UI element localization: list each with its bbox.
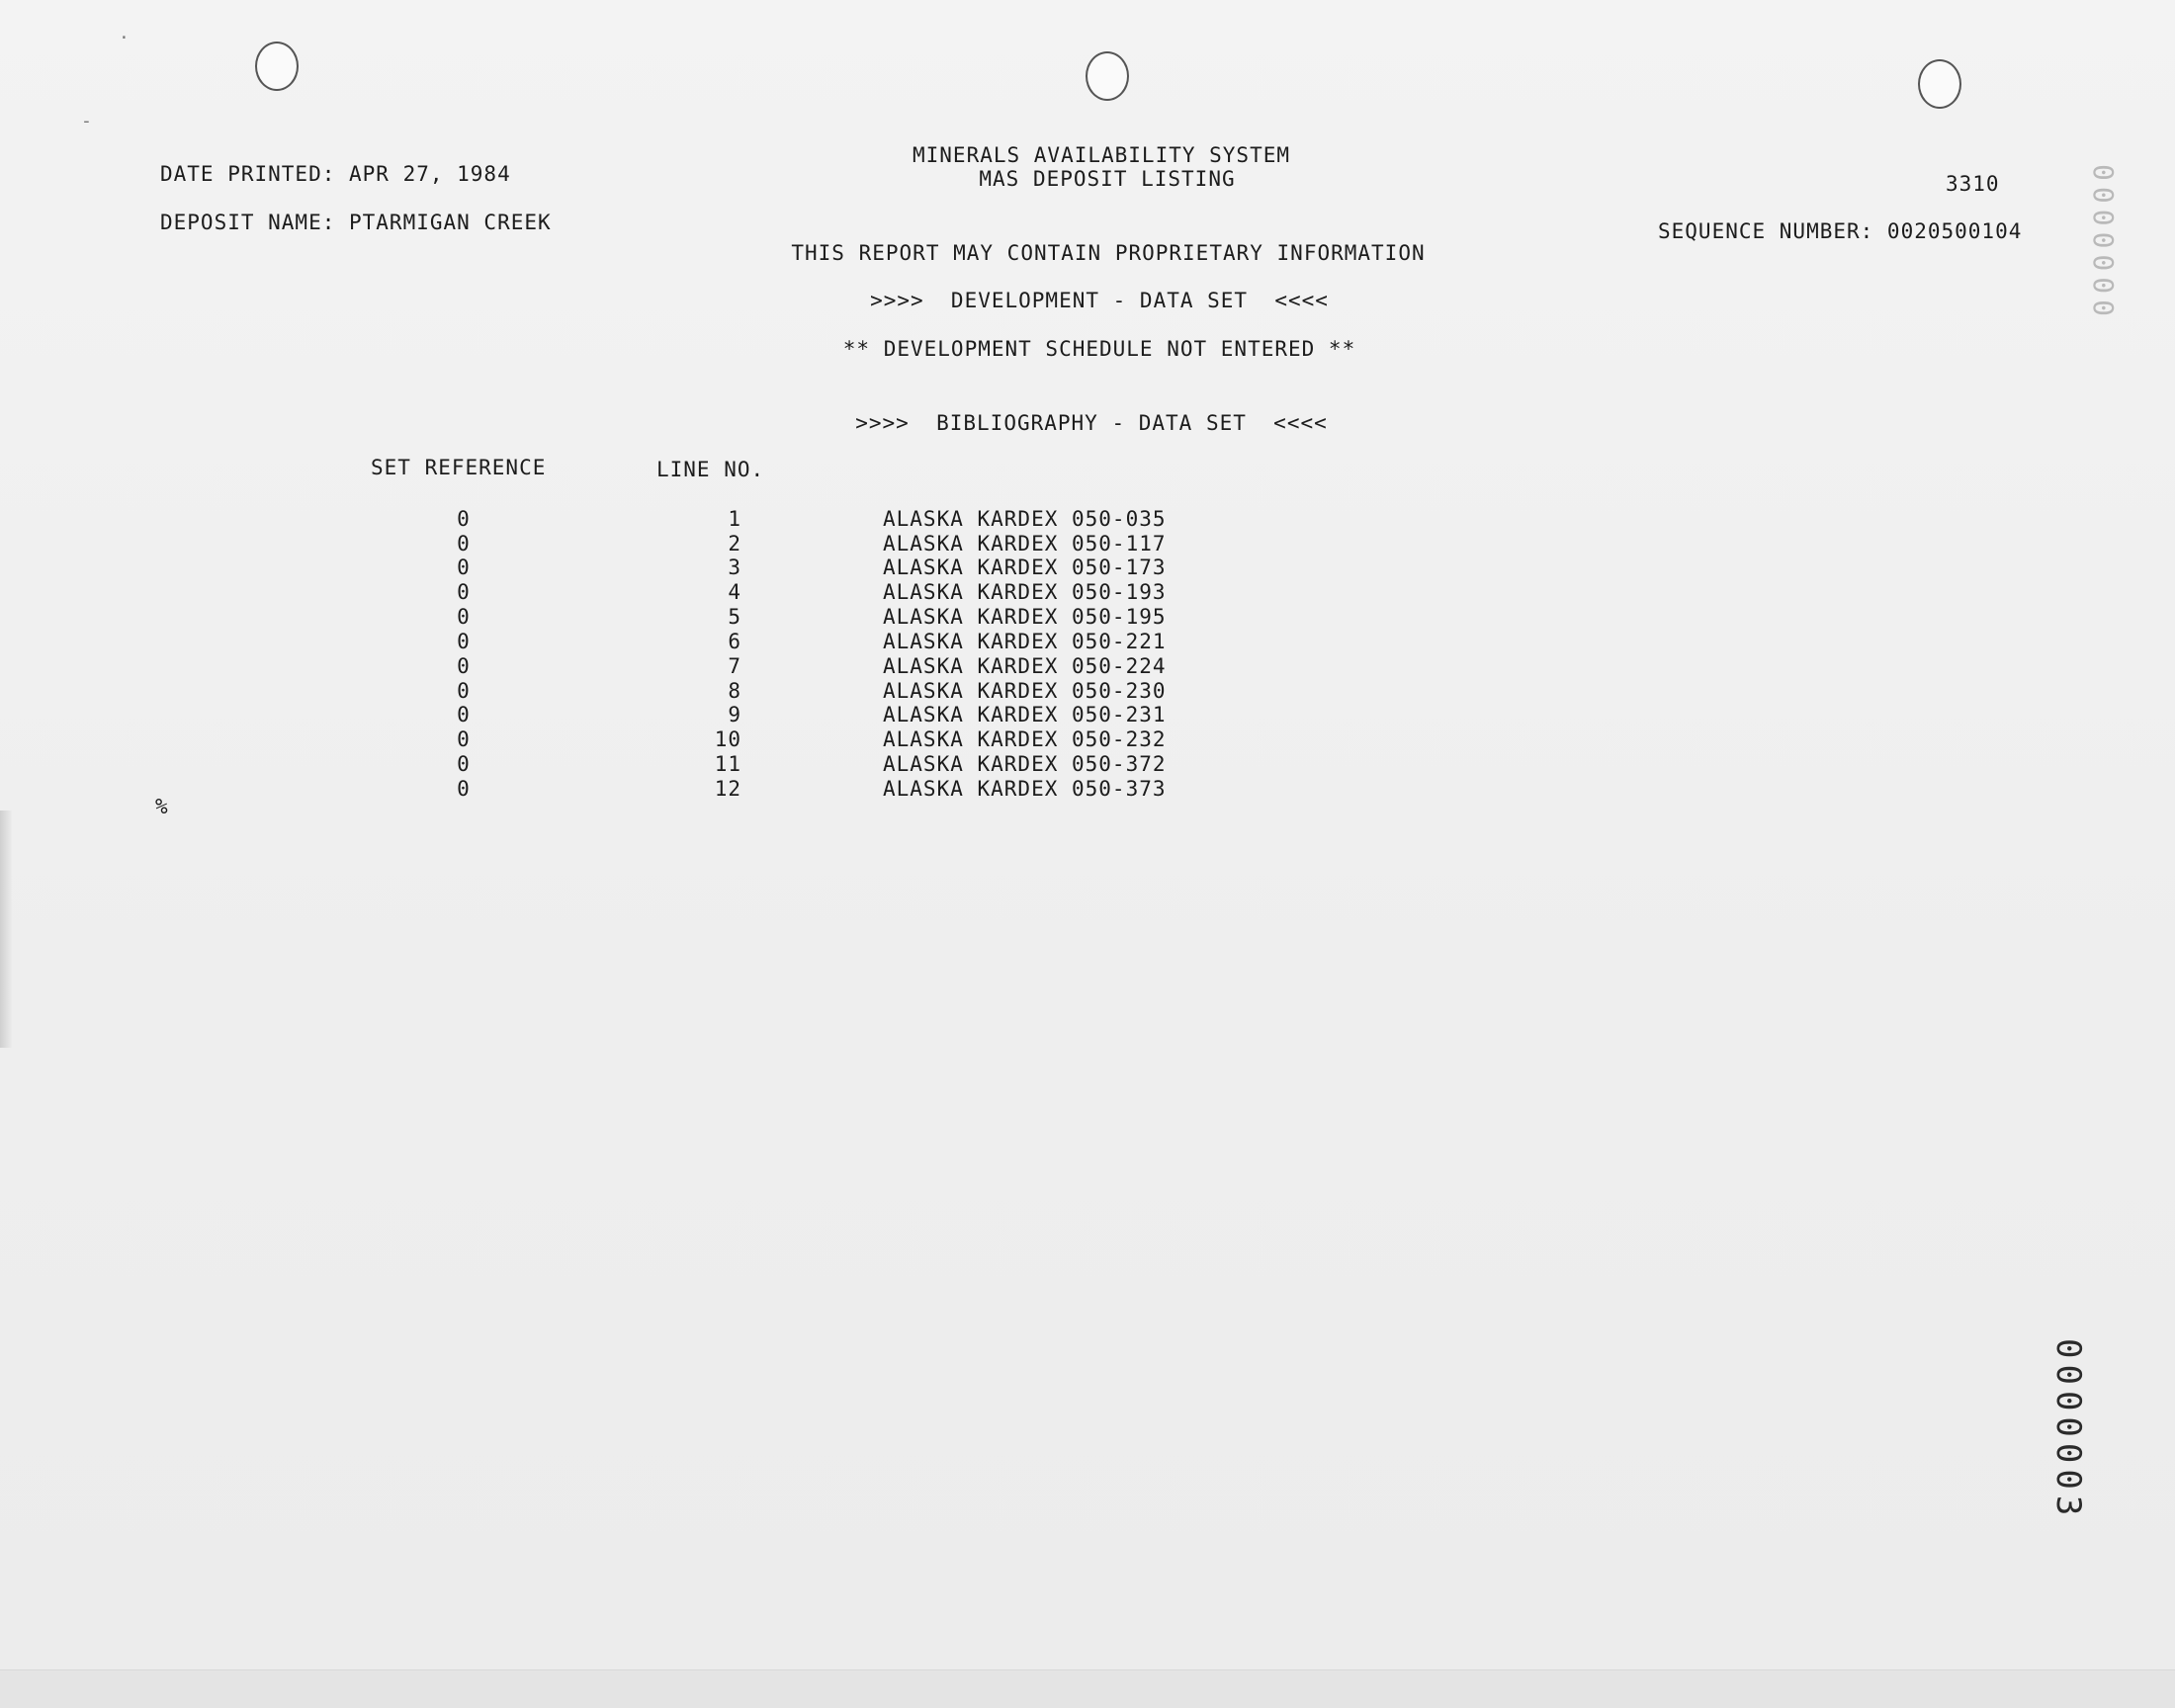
set-reference-value: 0 <box>457 777 471 801</box>
set-reference-value: 0 <box>457 679 471 703</box>
line-number-value: 1 <box>728 507 741 531</box>
development-status: ** DEVELOPMENT SCHEDULE NOT ENTERED ** <box>842 337 1356 361</box>
line-number-value: 6 <box>728 630 741 653</box>
table-row <box>0 509 2175 533</box>
table-row <box>0 681 2175 705</box>
line-number-value: 8 <box>728 679 741 703</box>
set-reference-value: 0 <box>457 507 471 531</box>
sequence-number: SEQUENCE NUMBER: 0020500104 <box>1658 219 2023 243</box>
set-reference-value: 0 <box>457 605 471 629</box>
binder-hole-right <box>1918 59 1961 109</box>
table-row <box>0 632 2175 655</box>
reference-text: ALASKA KARDEX 050-372 <box>883 752 1167 776</box>
column-header-line-no: LINE NO. <box>656 458 765 481</box>
reference-text: ALASKA KARDEX 050-230 <box>883 679 1167 703</box>
page-number: 3310 <box>1946 172 2000 196</box>
set-reference-value: 0 <box>457 630 471 653</box>
binder-hole-left <box>255 42 299 91</box>
development-heading: >>>> DEVELOPMENT - DATA SET <<<< <box>870 289 1329 312</box>
reference-text: ALASKA KARDEX 050-224 <box>883 654 1167 678</box>
set-reference-value: 0 <box>457 555 471 579</box>
reference-text: ALASKA KARDEX 050-193 <box>883 580 1167 604</box>
reference-text: ALASKA KARDEX 050-117 <box>883 532 1167 555</box>
reference-text: ALASKA KARDEX 050-221 <box>883 630 1167 653</box>
set-reference-value: 0 <box>457 532 471 555</box>
set-reference-value: 0 <box>457 654 471 678</box>
reference-text: ALASKA KARDEX 050-231 <box>883 703 1167 726</box>
listing-title: MAS DEPOSIT LISTING <box>979 167 1236 191</box>
reference-text: ALASKA KARDEX 050-035 <box>883 507 1167 531</box>
reference-text: ALASKA KARDEX 050-232 <box>883 727 1167 751</box>
table-row <box>0 705 2175 728</box>
deposit-name: DEPOSIT NAME: PTARMIGAN CREEK <box>160 211 552 234</box>
line-number-value: 7 <box>728 654 741 678</box>
set-reference-value: 0 <box>457 727 471 751</box>
system-title: MINERALS AVAILABILITY SYSTEM <box>912 143 1291 167</box>
scan-edge-shadow <box>0 811 12 1048</box>
line-number-value: 11 <box>714 752 741 776</box>
line-number-value: 2 <box>728 532 741 555</box>
reference-text: ALASKA KARDEX 050-373 <box>883 777 1167 801</box>
reference-text: ALASKA KARDEX 050-173 <box>883 555 1167 579</box>
set-reference-value: 0 <box>457 580 471 604</box>
scan-speck-mark: · <box>119 28 130 48</box>
table-row <box>0 607 2175 631</box>
line-number-value: 3 <box>728 555 741 579</box>
date-printed: DATE PRINTED: APR 27, 1984 <box>160 162 511 186</box>
binder-hole-center <box>1086 51 1129 101</box>
table-row <box>0 779 2175 803</box>
end-marker: % <box>155 795 169 818</box>
column-header-set-reference: SET REFERENCE <box>371 456 547 479</box>
margin-stamp-bottom: 0000003 <box>2048 1338 2088 1522</box>
set-reference-value: 0 <box>457 703 471 726</box>
table-row <box>0 729 2175 753</box>
line-number-value: 10 <box>714 727 741 751</box>
scan-speck-mark: - <box>81 111 92 131</box>
margin-stamp-top: 0000000 <box>2087 164 2120 323</box>
table-row <box>0 582 2175 606</box>
line-number-value: 5 <box>728 605 741 629</box>
line-number-value: 9 <box>728 703 741 726</box>
line-number-value: 4 <box>728 580 741 604</box>
table-row <box>0 534 2175 557</box>
table-row <box>0 557 2175 581</box>
line-number-value: 12 <box>714 777 741 801</box>
proprietary-notice: THIS REPORT MAY CONTAIN PROPRIETARY INFORMATION <box>791 241 1426 265</box>
sheet-bottom-edge <box>0 1669 2175 1708</box>
set-reference-value: 0 <box>457 752 471 776</box>
bibliography-heading: >>>> BIBLIOGRAPHY - DATA SET <<<< <box>855 411 1328 435</box>
table-row <box>0 656 2175 680</box>
reference-text: ALASKA KARDEX 050-195 <box>883 605 1167 629</box>
table-row <box>0 754 2175 778</box>
